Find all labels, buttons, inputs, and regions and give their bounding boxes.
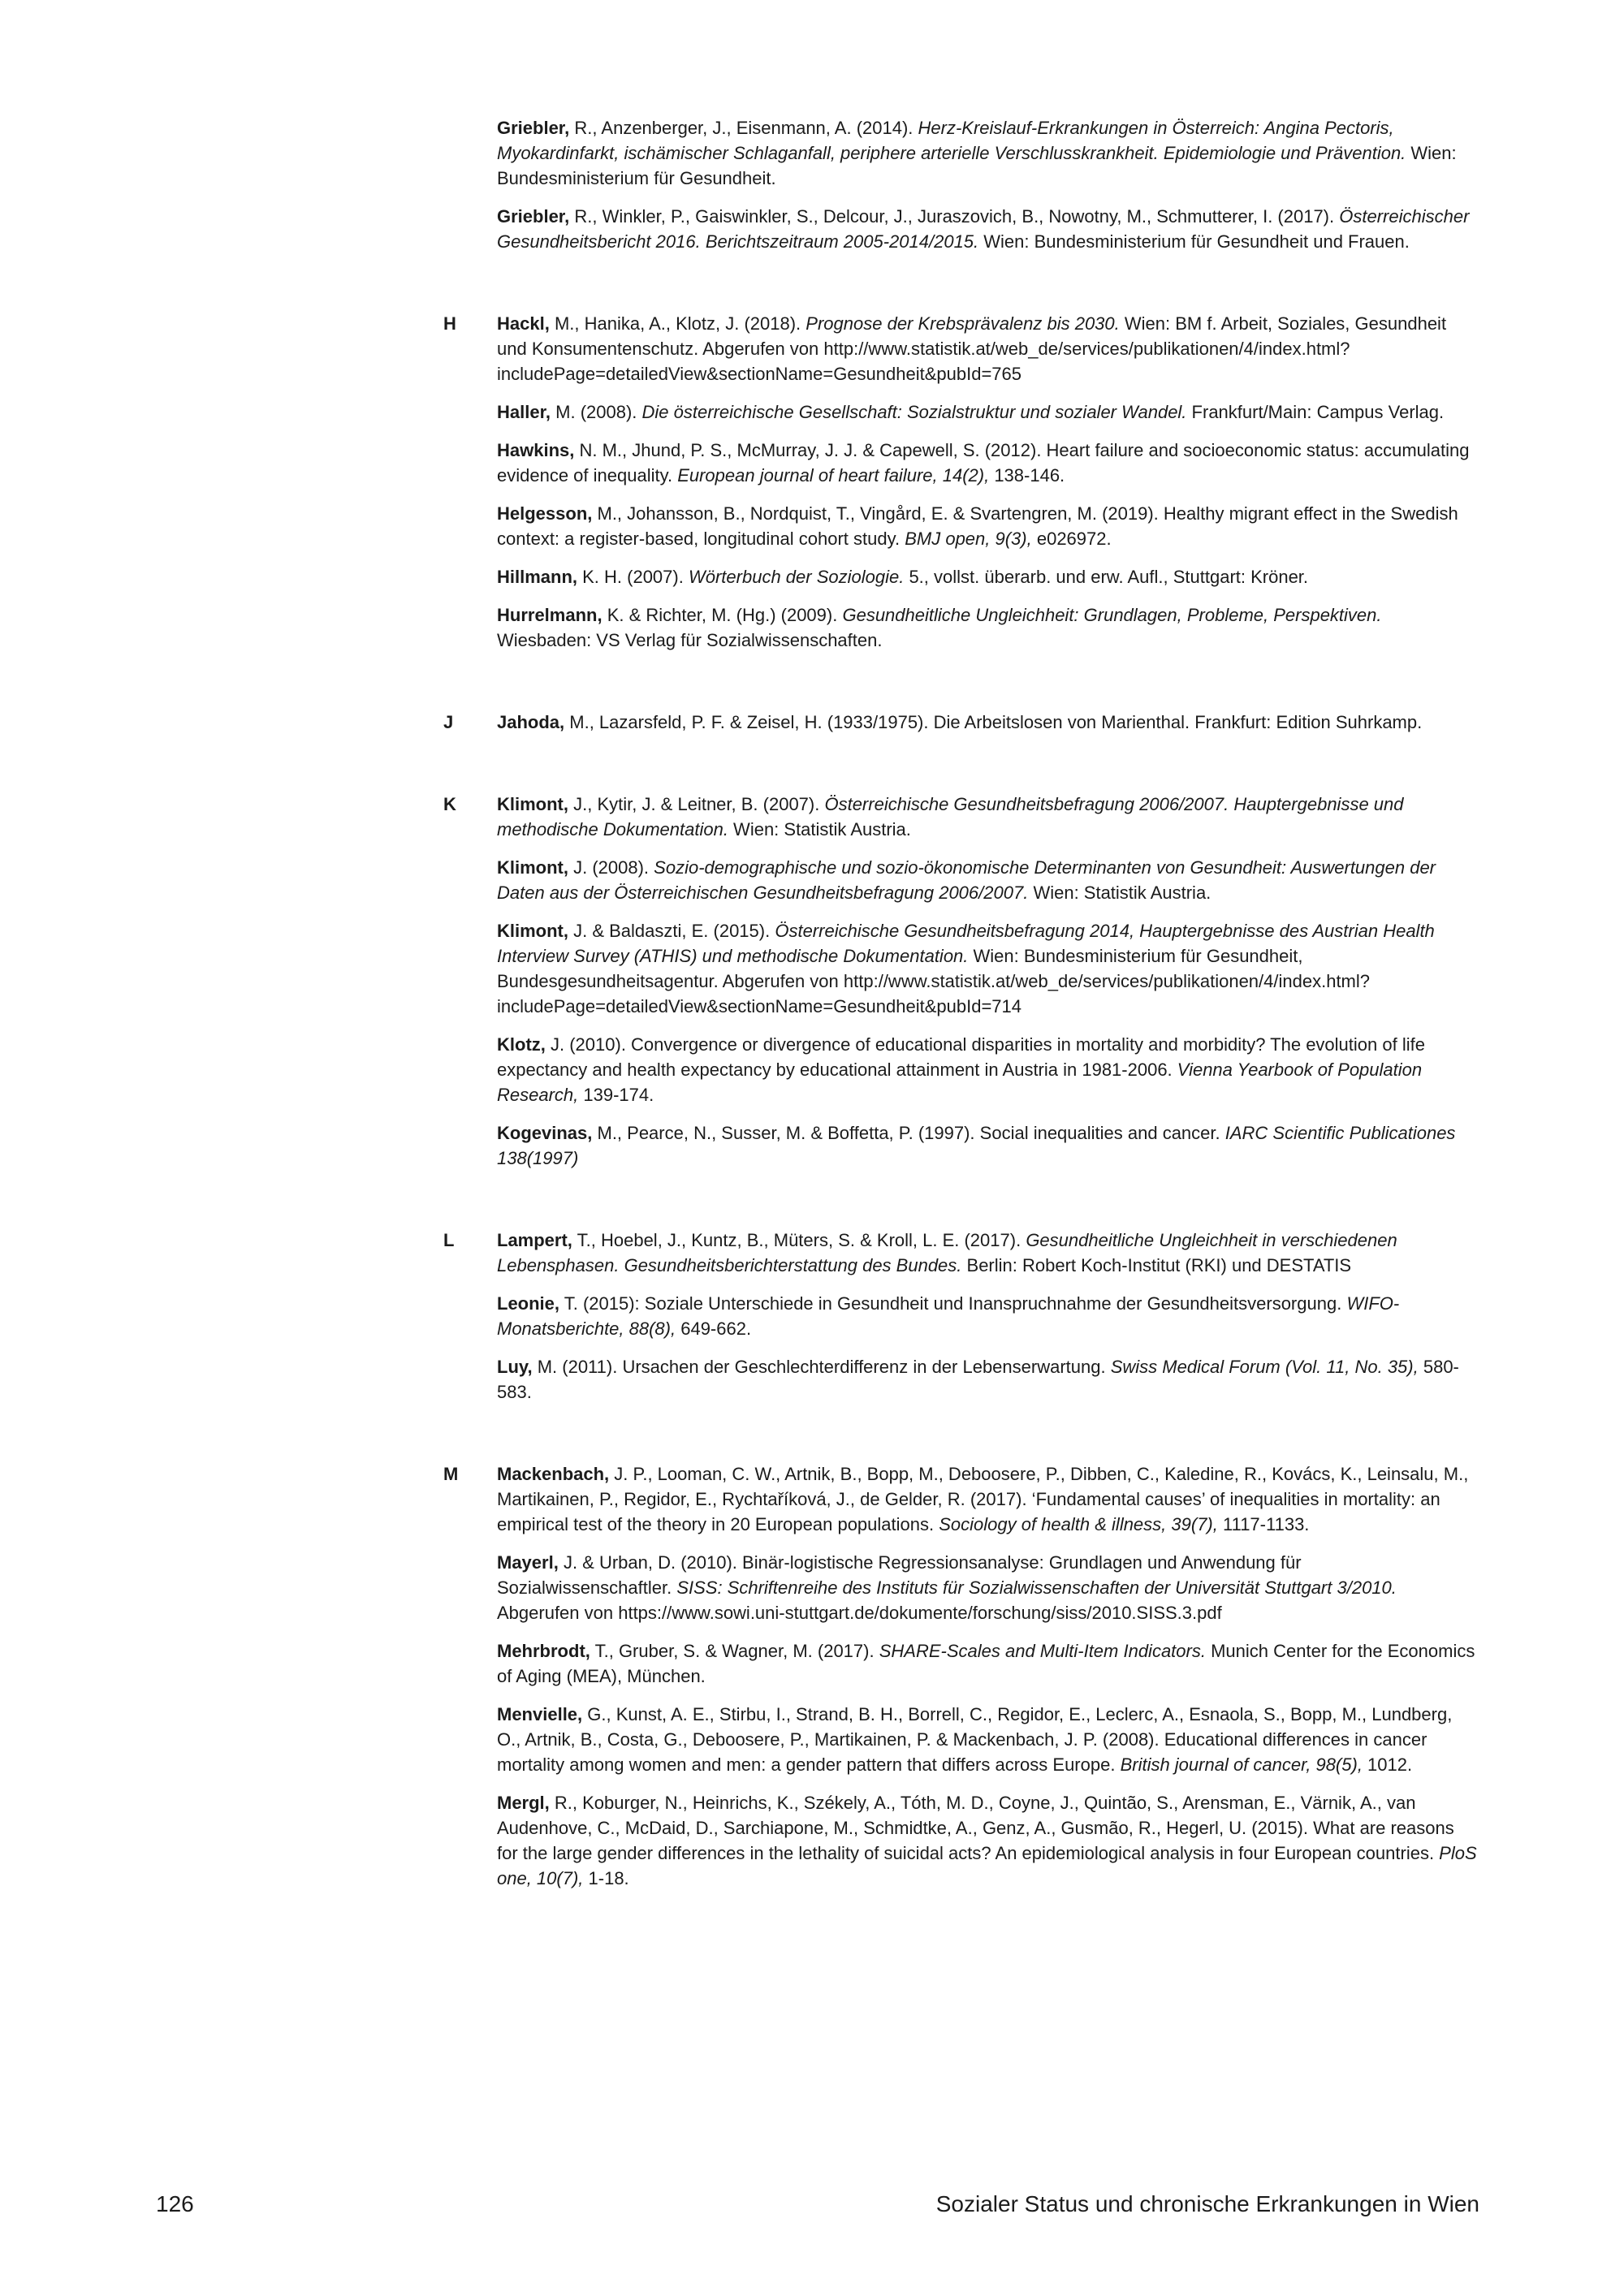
- reference-entry: [497, 855, 1479, 905]
- reference-entry: [497, 1702, 1479, 1777]
- reference-group: [0, 792, 1624, 1171]
- reference-text: G., Kunst, A. E., Stirbu, I., Strand, B. H., Borrell, C., Regidor, E., Leclerc, A., Esnaola, S., Bopp, M., Lundberg, O., Artnik, B., Costa, G., Deboosere, P., Martikainen, P. & Mackenbach, J. P. (2008). Educational differences in cancer mortality among women and men: a gender pattern that differs across Europe.: [497, 1704, 1453, 1775]
- reference-text-tail: Wien: Bundesministerium für Gesundheit und Frauen.: [978, 231, 1410, 252]
- reference-title-italic: BMJ open, 9(3),: [905, 529, 1032, 549]
- reference-title-italic: Österreichische Gesundheitsbefragung 2014, Hauptergebnisse des Austrian Health Interview Survey (ATHIS) und methodische Dokumentation.: [497, 921, 1435, 966]
- reference-text: J. (2008).: [568, 857, 654, 878]
- reference-author: Hurrelmann,: [497, 605, 603, 625]
- reference-entry: [497, 792, 1479, 842]
- reference-author: Kogevinas,: [497, 1123, 593, 1143]
- reference-text: R., Koburger, N., Heinrichs, K., Székely, A., Tóth, M. D., Coyne, J., Quintão, S., Arensman, E., Värnik, A., van Audenhove, C., McDaid, D., Sarchiapone, M., Schmidtke, A., Genz, A., Gusmão, R., Hegerl, U. (2015). What are reasons for the large gender differences in the lethality of suicidal acts? An epidemiological analysis in four European countries.: [497, 1793, 1454, 1863]
- page-number: 126: [156, 2191, 194, 2216]
- reference-text: T., Hoebel, J., Kuntz, B., Müters, S. & Kroll, L. E. (2017).: [572, 1230, 1026, 1250]
- running-title: Sozialer Status und chronische Erkrankungen in Wien: [935, 2191, 1479, 2216]
- reference-title-italic: Gesundheitliche Ungleichheit: Grundlagen, Probleme, Perspektiven.: [842, 605, 1382, 625]
- reference-author: Helgesson,: [497, 503, 593, 524]
- reference-entry: [497, 710, 1479, 735]
- reference-entry: [497, 1461, 1479, 1537]
- reference-entry: [497, 1790, 1479, 1891]
- reference-text-tail: Wien: Statistik Austria.: [728, 819, 911, 839]
- reference-entry: [497, 1354, 1479, 1405]
- reference-list: [0, 115, 1624, 1948]
- reference-entry: [497, 1291, 1479, 1341]
- reference-entry: [497, 1032, 1479, 1107]
- reference-text: J. & Urban, D. (2010). Binär-logistische Regressionsanalyse: Grundlagen und Anwendung für Sozialwissenschaftler.: [497, 1552, 1302, 1598]
- reference-entry: [497, 115, 1479, 191]
- reference-text: J., Kytir, J. & Leitner, B. (2007).: [568, 794, 825, 814]
- reference-text-tail: 139-174.: [578, 1085, 654, 1105]
- section-letter: K: [443, 794, 456, 814]
- reference-entry: [497, 602, 1479, 653]
- reference-author: Mackenbach,: [497, 1464, 610, 1484]
- reference-text: M., Johansson, B., Nordquist, T., Vingård, E. & Svartengren, M. (2019). Healthy migrant effect in the Swedish context: a register-based, longitudinal cohort study.: [497, 503, 1458, 549]
- reference-title-italic: Vienna Yearbook of Population Research,: [497, 1060, 1423, 1105]
- reference-text-tail: Wien: Statistik Austria.: [1028, 883, 1212, 903]
- reference-text: M., Pearce, N., Susser, M. & Boffetta, P. (1997). Social inequalities and cancer.: [592, 1123, 1225, 1143]
- reference-group: [0, 115, 1624, 254]
- reference-title-italic: WIFO-Monatsberichte, 88(8),: [497, 1293, 1400, 1339]
- reference-author: Klimont,: [497, 857, 568, 878]
- reference-text: J. (2010). Convergence or divergence of educational disparities in mortality and morbidity? The evolution of life expectancy and health expectancy by educational attainment in Austria in 1981-2006.: [497, 1034, 1425, 1080]
- reference-entry: [497, 438, 1479, 488]
- reference-title-italic: Herz-Kreislauf-Erkrankungen in Österreich: Angina Pectoris, Myokardinfarkt, ischämischer Schlaganfall, periphere arterielle Verschlusskrankheit. Epidemiologie und Prävention.: [497, 118, 1406, 163]
- reference-text-tail: 1117-1133.: [1217, 1514, 1310, 1534]
- reference-author: Griebler,: [497, 118, 570, 138]
- reference-text: M., Lazarsfeld, P. F. & Zeisel, H. (1933/1975). Die Arbeitslosen von Marienthal. Frankfurt: Edition Suhrkamp.: [564, 712, 1423, 732]
- reference-text: R., Anzenberger, J., Eisenmann, A. (2014).: [569, 118, 918, 138]
- reference-entry: [497, 399, 1479, 425]
- reference-entry: [497, 564, 1479, 589]
- reference-title-italic: European journal of heart failure, 14(2),: [677, 465, 990, 486]
- reference-author: Klimont,: [497, 794, 568, 814]
- reference-text-tail: 1-18.: [583, 1868, 629, 1888]
- reference-title-italic: PloS one, 10(7),: [497, 1843, 1477, 1888]
- reference-author: Lampert,: [497, 1230, 572, 1250]
- reference-text: J. & Baldaszti, E. (2015).: [568, 921, 775, 941]
- reference-author: Leonie,: [497, 1293, 560, 1314]
- section-letter: L: [443, 1230, 455, 1250]
- reference-author: Griebler,: [497, 206, 570, 227]
- reference-author: Menvielle,: [497, 1704, 583, 1724]
- reference-title-italic: Swiss Medical Forum (Vol. 11, No. 35),: [1110, 1357, 1419, 1377]
- reference-title-italic: Gesundheitliche Ungleichheit in verschiedenen Lebensphasen. Gesundheitsberichterstattung des Bundes.: [497, 1230, 1397, 1275]
- reference-title-italic: British journal of cancer, 98(5),: [1120, 1754, 1363, 1775]
- reference-entry: [497, 918, 1479, 1019]
- reference-title-italic: IARC Scientific Publicationes 138(1997): [497, 1123, 1456, 1168]
- reference-author: Mayerl,: [497, 1552, 559, 1573]
- reference-text: M. (2011). Ursachen der Geschlechterdifferenz in der Lebenserwartung.: [532, 1357, 1111, 1377]
- reference-author: Klimont,: [497, 921, 568, 941]
- reference-text-tail: Munich Center for the Economics of Aging (MEA), München.: [497, 1641, 1475, 1686]
- reference-text: T., Gruber, S. & Wagner, M. (2017).: [590, 1641, 879, 1661]
- reference-author: Haller,: [497, 402, 551, 422]
- reference-author: Mergl,: [497, 1793, 550, 1813]
- page-footer: [156, 2190, 1479, 2219]
- reference-text-tail: Frankfurt/Main: Campus Verlag.: [1186, 402, 1445, 422]
- reference-author: Klotz,: [497, 1034, 546, 1055]
- reference-group: [0, 1228, 1624, 1405]
- reference-title-italic: Prognose der Krebsprävalenz bis 2030.: [806, 313, 1120, 334]
- reference-group: [0, 1461, 1624, 1891]
- reference-text-tail: Wien: BM f. Arbeit, Soziales, Gesundheit und Konsumentenschutz. Abgerufen von http://www.statistik.at/web_de/services/publikationen/4/index.html?includePage=detailedView&sectionName=Gesundheit&pubId=765: [497, 313, 1447, 384]
- reference-title-italic: SHARE-Scales and Multi-Item Indicators.: [879, 1641, 1206, 1661]
- reference-title-italic: Österreichischer Gesundheitsbericht 2016. Berichtszeitraum 2005-2014/2015.: [497, 206, 1470, 252]
- reference-entry: [497, 204, 1479, 254]
- reference-text-tail: 138-146.: [989, 465, 1065, 486]
- reference-author: Hawkins,: [497, 440, 575, 460]
- reference-author: Hackl,: [497, 313, 550, 334]
- reference-text-tail: e026972.: [1031, 529, 1112, 549]
- reference-text-tail: Berlin: Robert Koch-Institut (RKI) und DESTATIS: [961, 1255, 1352, 1275]
- reference-text: J. P., Looman, C. W., Artnik, B., Bopp, M., Deboosere, P., Dibben, C., Kaledine, R., Kovács, K., Leinsalu, M., Martikainen, P., Regidor, E., Rychtaříková, J., de Gelder, R. (2017). ‘Fundamental causes’ of inequalities in mortality: an empirical test of the theory in 20 European populations.: [497, 1464, 1469, 1534]
- reference-title-italic: Sozio-demographische und sozio-ökonomische Determinanten von Gesundheit: Auswertungen der Daten aus der Österreichischen Gesundheitsbefragung 2006/2007.: [497, 857, 1436, 903]
- reference-text-tail: 5., vollst. überarb. und erw. Aufl., Stuttgart: Kröner.: [904, 567, 1309, 587]
- reference-entry: [497, 501, 1479, 551]
- reference-text: K. & Richter, M. (Hg.) (2009).: [602, 605, 843, 625]
- reference-title-italic: Sociology of health & illness, 39(7),: [939, 1514, 1218, 1534]
- reference-text: M., Hanika, A., Klotz, J. (2018).: [549, 313, 806, 334]
- reference-group: [0, 311, 1624, 653]
- reference-entry: [497, 1638, 1479, 1689]
- reference-title-italic: SISS: Schriftenreihe des Instituts für Sozialwissenschaften der Universität Stuttgart 3/2010.: [676, 1577, 1397, 1598]
- reference-text-tail: Wien: Bundesministerium für Gesundheit.: [497, 143, 1457, 188]
- reference-text-tail: 1012.: [1362, 1754, 1413, 1775]
- reference-text: K. H. (2007).: [577, 567, 689, 587]
- section-letter: M: [443, 1464, 459, 1484]
- reference-text-tail: Wien: Bundesministerium für Gesundheit, Bundesgesundheitsagentur. Abgerufen von http://www.statistik.at/web_de/services/publikationen/4/index.html?includePage=detailedView&sectionName=Gesundheit&pubId=714: [497, 946, 1371, 1016]
- reference-text: N. M., Jhund, P. S., McMurray, J. J. & Capewell, S. (2012). Heart failure and socioeconomic status: accumulating evidence of inequality.: [497, 440, 1470, 486]
- reference-author: Luy,: [497, 1357, 533, 1377]
- reference-entry: [497, 311, 1479, 386]
- reference-group: [0, 710, 1624, 735]
- reference-text: R., Winkler, P., Gaiswinkler, S., Delcour, J., Juraszovich, B., Nowotny, M., Schmutterer, I. (2017).: [569, 206, 1340, 227]
- reference-text-tail: 649-662.: [676, 1318, 752, 1339]
- reference-entry: [497, 1228, 1479, 1278]
- reference-text: T. (2015): Soziale Unterschiede in Gesundheit und Inanspruchnahme der Gesundheitsversorgung.: [559, 1293, 1347, 1314]
- reference-title-italic: Wörterbuch der Soziologie.: [688, 567, 905, 587]
- reference-text-tail: Wiesbaden: VS Verlag für Sozialwissenschaften.: [497, 630, 883, 650]
- reference-entry: [497, 1120, 1479, 1171]
- section-letter: J: [443, 712, 454, 732]
- reference-text-tail: Abgerufen von https://www.sowi.uni-stuttgart.de/dokumente/forschung/siss/2010.SISS.3.pdf: [497, 1603, 1222, 1623]
- reference-author: Mehrbrodt,: [497, 1641, 590, 1661]
- reference-author: Hillmann,: [497, 567, 578, 587]
- reference-entry: [497, 1550, 1479, 1625]
- reference-author: Jahoda,: [497, 712, 565, 732]
- reference-title-italic: Österreichische Gesundheitsbefragung 2006/2007. Hauptergebnisse und methodische Dokumentation.: [497, 794, 1404, 839]
- section-letter: H: [443, 313, 456, 334]
- reference-text: M. (2008).: [551, 402, 642, 422]
- reference-text-tail: 580-583.: [497, 1357, 1459, 1402]
- reference-title-italic: Die österreichische Gesellschaft: Sozialstruktur und sozialer Wandel.: [641, 402, 1187, 422]
